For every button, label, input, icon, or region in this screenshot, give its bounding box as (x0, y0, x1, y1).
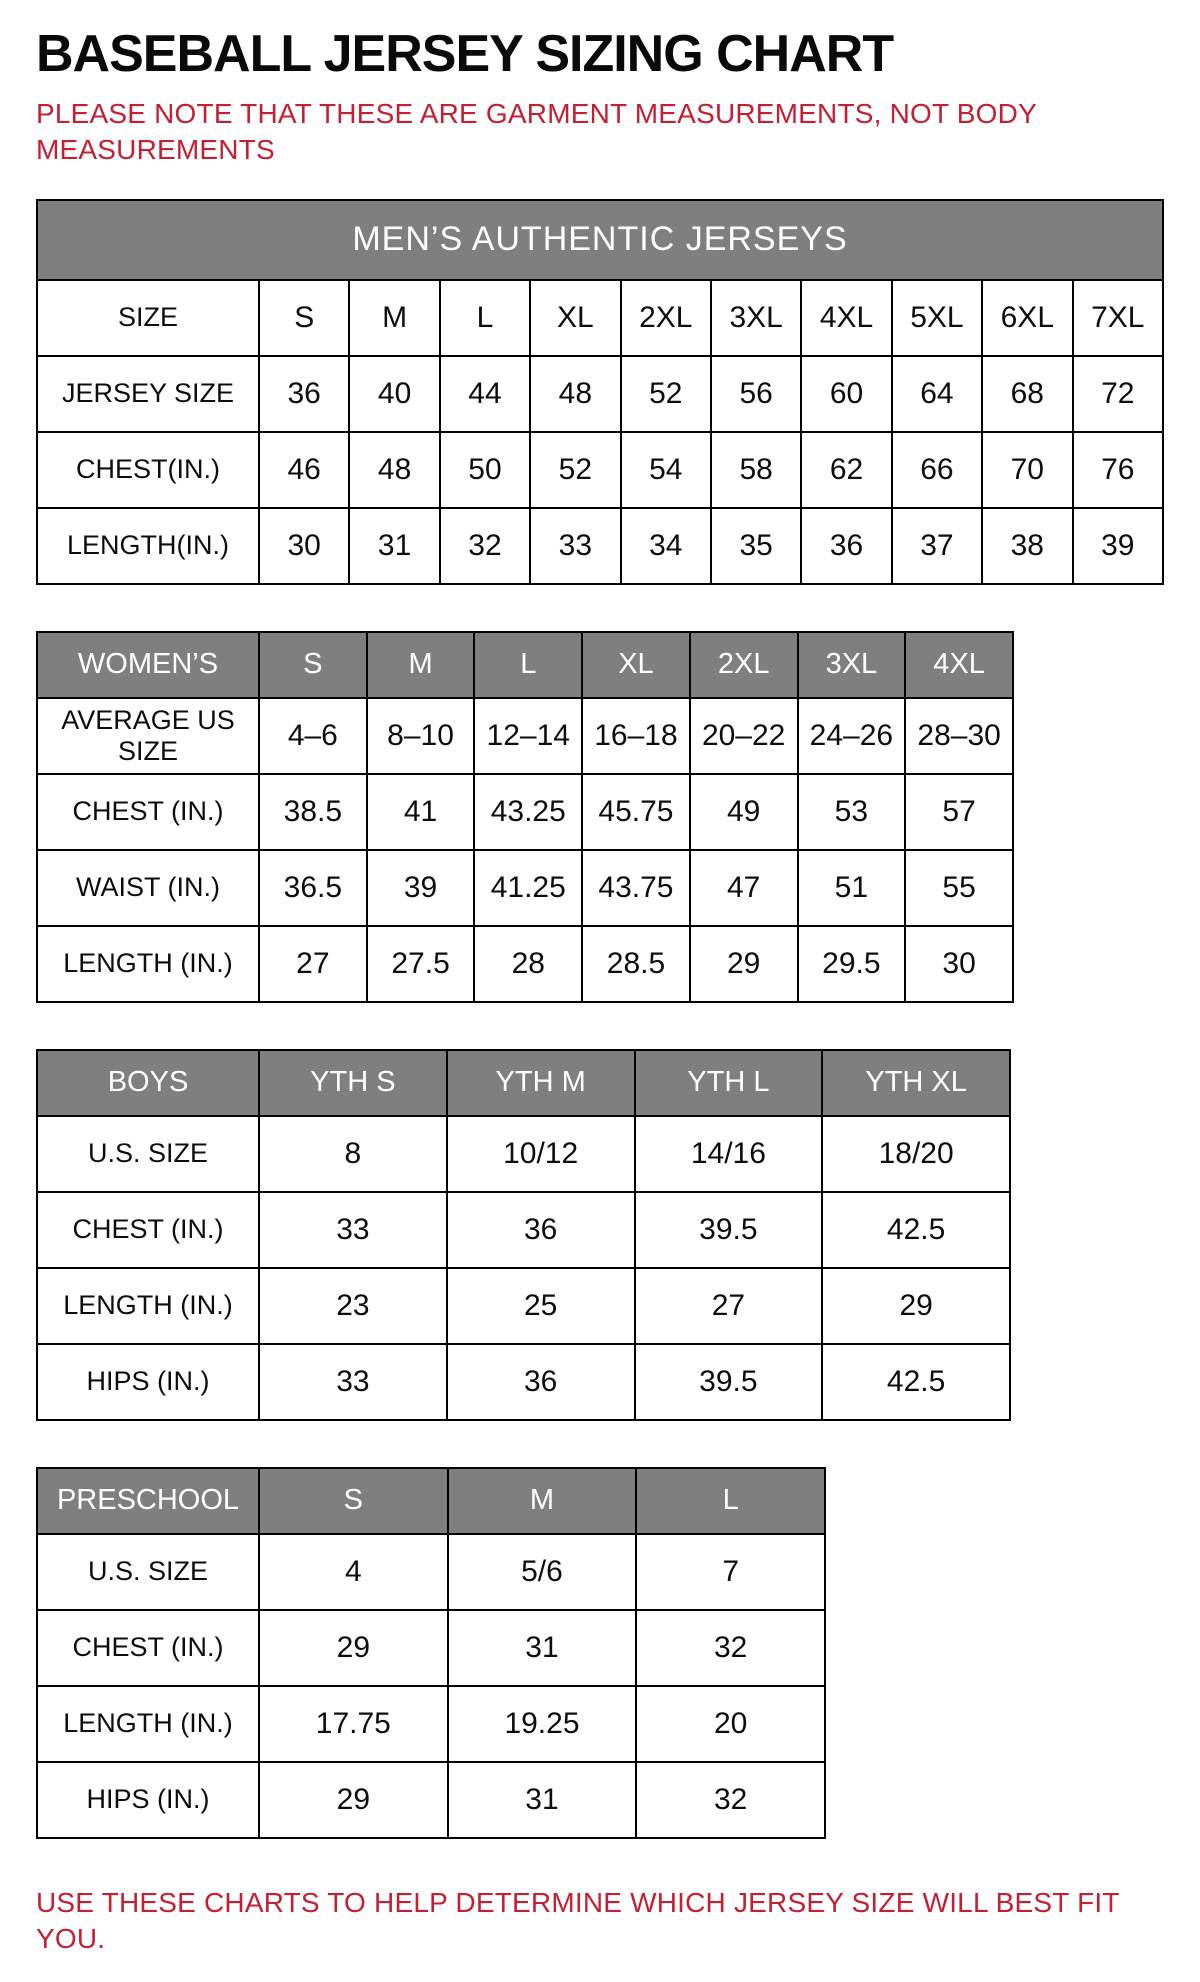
value-cell: 2XL (621, 280, 711, 356)
value-cell: 20 (636, 1686, 825, 1762)
table-header-cell: YTH S (259, 1050, 447, 1116)
value-cell: 45.75 (582, 774, 690, 850)
value-cell: 36 (259, 356, 349, 432)
value-cell: 10/12 (447, 1116, 635, 1192)
value-cell: 7XL (1073, 280, 1163, 356)
table-header-row (37, 1050, 1010, 1116)
table-row (37, 1192, 1010, 1268)
value-cell: 43.25 (474, 774, 582, 850)
row-label-cell: LENGTH (IN.) (37, 1686, 259, 1762)
table-header-cell: S (259, 632, 367, 698)
value-cell: 55 (905, 850, 1013, 926)
mens-authentic-jerseys-table (36, 199, 1164, 585)
table-row (37, 356, 1163, 432)
table-header-cell: 3XL (798, 632, 906, 698)
value-cell: 60 (801, 356, 891, 432)
table-header-cell: S (259, 1468, 448, 1534)
row-label-cell: U.S. SIZE (37, 1534, 259, 1610)
value-cell: 8–10 (367, 698, 475, 774)
garment-measurements-note: PLEASE NOTE THAT THESE ARE GARMENT MEASUREMENTS, NOT BODY MEASUREMENTS (36, 98, 1037, 166)
best-fit-note: USE THESE CHARTS TO HELP DETERMINE WHICH JERSEY SIZE WILL BEST FIT YOU. (36, 1886, 1120, 1955)
value-cell: 29.5 (798, 926, 906, 1002)
table-row (37, 1534, 825, 1610)
value-cell: 39.5 (635, 1192, 823, 1268)
value-cell: 8 (259, 1116, 447, 1192)
table-header-cell: BOYS (37, 1050, 259, 1116)
value-cell: 29 (259, 1762, 448, 1838)
table-row (37, 1344, 1010, 1420)
value-cell: 33 (530, 508, 620, 584)
value-cell: 72 (1073, 356, 1163, 432)
value-cell: 4XL (801, 280, 891, 356)
value-cell: 3XL (711, 280, 801, 356)
value-cell: 4 (259, 1534, 448, 1610)
value-cell: 5/6 (448, 1534, 637, 1610)
table-row (37, 1116, 1010, 1192)
row-label-cell: LENGTH (IN.) (37, 926, 259, 1002)
value-cell: 23 (259, 1268, 447, 1344)
row-label-cell: LENGTH(IN.) (37, 508, 259, 584)
value-cell: S (259, 280, 349, 356)
value-cell: 34 (621, 508, 711, 584)
table-row (37, 508, 1163, 584)
value-cell: 42.5 (822, 1192, 1010, 1268)
value-cell: 31 (349, 508, 439, 584)
table-header-cell: M (367, 632, 475, 698)
value-cell: 66 (892, 432, 982, 508)
row-label-cell: U.S. SIZE (37, 1116, 259, 1192)
value-cell: 51 (798, 850, 906, 926)
value-cell: 48 (349, 432, 439, 508)
value-cell: 12–14 (474, 698, 582, 774)
row-label-cell: SIZE (37, 280, 259, 356)
row-label-cell: WAIST (IN.) (37, 850, 259, 926)
value-cell: 70 (982, 432, 1072, 508)
value-cell: 27 (635, 1268, 823, 1344)
value-cell: 17.75 (259, 1686, 448, 1762)
value-cell: 14/16 (635, 1116, 823, 1192)
value-cell: 6XL (982, 280, 1072, 356)
table-header-row (37, 1468, 825, 1534)
value-cell: 5XL (892, 280, 982, 356)
table-header-cell: L (636, 1468, 825, 1534)
value-cell: 31 (448, 1762, 637, 1838)
table-row (37, 432, 1163, 508)
row-label-cell: LENGTH (IN.) (37, 1268, 259, 1344)
value-cell: 27 (259, 926, 367, 1002)
table-header-cell: YTH XL (822, 1050, 1010, 1116)
value-cell: 36.5 (259, 850, 367, 926)
table-row (37, 850, 1013, 926)
value-cell: 16–18 (582, 698, 690, 774)
value-cell: 68 (982, 356, 1072, 432)
table-row (37, 1610, 825, 1686)
value-cell: 4–6 (259, 698, 367, 774)
value-cell: 41 (367, 774, 475, 850)
value-cell: 36 (447, 1192, 635, 1268)
value-cell: L (440, 280, 530, 356)
value-cell: XL (530, 280, 620, 356)
value-cell: 36 (447, 1344, 635, 1420)
value-cell: 54 (621, 432, 711, 508)
page-title: BASEBALL JERSEY SIZING CHART (36, 25, 894, 83)
value-cell: 18/20 (822, 1116, 1010, 1192)
table-header-cell: YTH M (447, 1050, 635, 1116)
value-cell: 19.25 (448, 1686, 637, 1762)
value-cell: 52 (621, 356, 711, 432)
table-row (37, 1686, 825, 1762)
value-cell: 39 (1073, 508, 1163, 584)
row-label-cell: CHEST (IN.) (37, 1192, 259, 1268)
value-cell: 32 (440, 508, 530, 584)
value-cell: 47 (690, 850, 798, 926)
table-banner-row (37, 200, 1163, 280)
value-cell: M (349, 280, 439, 356)
value-cell: 29 (259, 1610, 448, 1686)
value-cell: 76 (1073, 432, 1163, 508)
value-cell: 44 (440, 356, 530, 432)
value-cell: 48 (530, 356, 620, 432)
value-cell: 62 (801, 432, 891, 508)
value-cell: 30 (905, 926, 1013, 1002)
row-label-cell: CHEST(IN.) (37, 432, 259, 508)
row-label-cell: CHEST (IN.) (37, 774, 259, 850)
table-header-cell: 4XL (905, 632, 1013, 698)
table-header-cell: L (474, 632, 582, 698)
table-header-cell: 2XL (690, 632, 798, 698)
value-cell: 33 (259, 1344, 447, 1420)
value-cell: 58 (711, 432, 801, 508)
table-row (37, 774, 1013, 850)
value-cell: 28 (474, 926, 582, 1002)
row-label-cell: CHEST (IN.) (37, 1610, 259, 1686)
value-cell: 43.75 (582, 850, 690, 926)
table-header-cell: M (448, 1468, 637, 1534)
value-cell: 35 (711, 508, 801, 584)
value-cell: 25 (447, 1268, 635, 1344)
row-label-cell: JERSEY SIZE (37, 356, 259, 432)
value-cell: 24–26 (798, 698, 906, 774)
value-cell: 31 (448, 1610, 637, 1686)
value-cell: 29 (822, 1268, 1010, 1344)
row-label-cell: HIPS (IN.) (37, 1344, 259, 1420)
value-cell: 32 (636, 1762, 825, 1838)
value-cell: 39.5 (635, 1344, 823, 1420)
value-cell: 38 (982, 508, 1072, 584)
value-cell: 33 (259, 1192, 447, 1268)
value-cell: 20–22 (690, 698, 798, 774)
boys-sizing-table (36, 1049, 1011, 1421)
value-cell: 53 (798, 774, 906, 850)
table-header-row (37, 632, 1013, 698)
value-cell: 40 (349, 356, 439, 432)
table-header-cell: YTH L (635, 1050, 823, 1116)
row-label-cell: AVERAGE US SIZE (37, 698, 259, 774)
table-header-cell: WOMEN’S (37, 632, 259, 698)
value-cell: 64 (892, 356, 982, 432)
table-header-cell: XL (582, 632, 690, 698)
table-header-cell: PRESCHOOL (37, 1468, 259, 1534)
value-cell: 28.5 (582, 926, 690, 1002)
womens-sizing-table (36, 631, 1014, 1003)
table-row (37, 698, 1013, 774)
value-cell: 52 (530, 432, 620, 508)
value-cell: 56 (711, 356, 801, 432)
value-cell: 28–30 (905, 698, 1013, 774)
value-cell: 41.25 (474, 850, 582, 926)
value-cell: 30 (259, 508, 349, 584)
table-row (37, 926, 1013, 1002)
table-banner: MEN’S AUTHENTIC JERSEYS (37, 200, 1163, 280)
value-cell: 38.5 (259, 774, 367, 850)
row-label-cell: HIPS (IN.) (37, 1762, 259, 1838)
value-cell: 57 (905, 774, 1013, 850)
value-cell: 29 (690, 926, 798, 1002)
value-cell: 50 (440, 432, 530, 508)
value-cell: 49 (690, 774, 798, 850)
value-cell: 32 (636, 1610, 825, 1686)
value-cell: 36 (801, 508, 891, 584)
table-row (37, 280, 1163, 356)
value-cell: 42.5 (822, 1344, 1010, 1420)
table-row (37, 1268, 1010, 1344)
value-cell: 39 (367, 850, 475, 926)
preschool-sizing-table (36, 1467, 826, 1839)
value-cell: 46 (259, 432, 349, 508)
table-row (37, 1762, 825, 1838)
value-cell: 7 (636, 1534, 825, 1610)
value-cell: 27.5 (367, 926, 475, 1002)
value-cell: 37 (892, 508, 982, 584)
